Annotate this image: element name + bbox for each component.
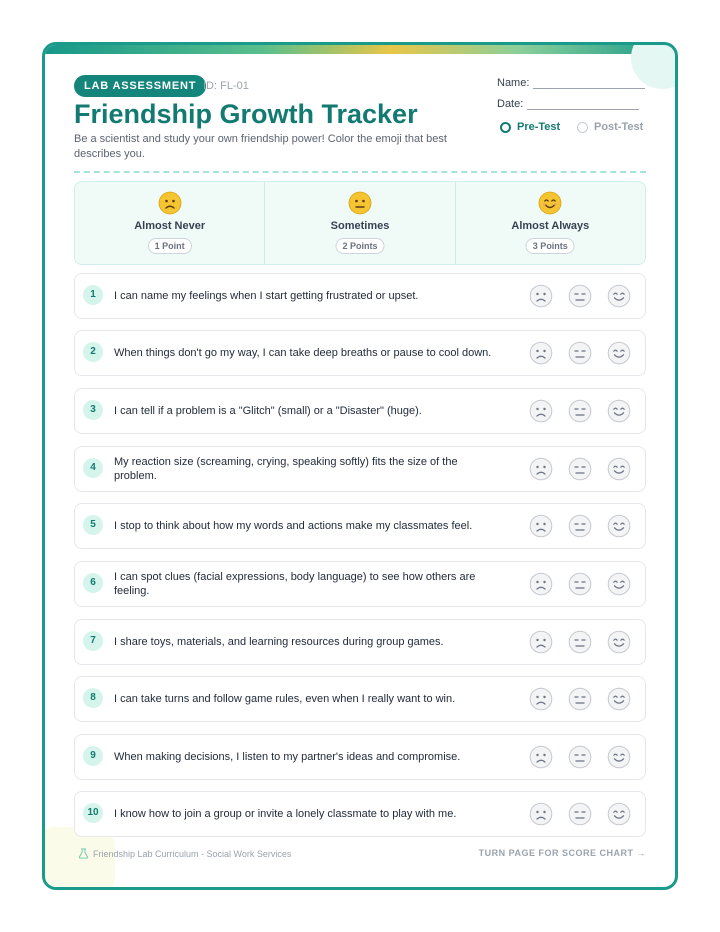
frowning-face-icon[interactable] <box>529 802 553 826</box>
question-number: 4 <box>83 458 103 478</box>
question-text: When making decisions, I listen to my partner's ideas and compromise. <box>114 751 461 763</box>
emoji-choices <box>514 399 631 423</box>
scale-almost-never <box>75 182 264 264</box>
emoji-choices <box>514 457 631 481</box>
radio-icon[interactable] <box>577 122 588 133</box>
question-text: I stop to think about how my words and actions make my classmates feel. <box>114 520 473 532</box>
neutral-face-icon[interactable] <box>568 457 592 481</box>
smiling-face-icon[interactable] <box>607 572 631 596</box>
question-number: 6 <box>83 573 103 593</box>
emoji-choices <box>514 802 631 826</box>
frowning-face-icon[interactable] <box>529 457 553 481</box>
scale-label: Almost Never <box>134 220 206 232</box>
question-row <box>74 446 646 492</box>
points-pill: 1 Point <box>148 238 192 254</box>
scale-almost-always <box>455 182 645 264</box>
question-number: 9 <box>83 746 103 766</box>
post-test-label: Post-Test <box>594 121 644 133</box>
page-subtitle: Be a scientist and study your own friendship power! Color the emoji that best describes you. <box>74 133 447 160</box>
question-text: I know how to join a group or invite a lonely classmate to play with me. <box>114 808 457 820</box>
smiling-face-icon[interactable] <box>607 284 631 308</box>
name-line[interactable] <box>533 78 645 89</box>
gradient-top-bar <box>45 45 675 54</box>
frowning-face-icon[interactable] <box>529 514 553 538</box>
question-text: I can name my feelings when I start getting frustrated or upset. <box>114 290 419 302</box>
question-row <box>74 791 646 837</box>
emoji-choices <box>514 341 631 365</box>
worksheet-card <box>42 42 678 890</box>
smiling-face-icon <box>538 191 562 215</box>
smiling-face-icon[interactable] <box>607 630 631 654</box>
question-text: When things don't go my way, I can take deep breaths or pause to cool down. <box>114 347 492 359</box>
scale-sometimes <box>264 182 454 264</box>
emoji-choices <box>514 630 631 654</box>
date-line[interactable] <box>527 99 639 110</box>
frowning-face-icon[interactable] <box>529 630 553 654</box>
post-test-option[interactable] <box>577 121 643 133</box>
question-row <box>74 619 646 665</box>
radio-icon[interactable] <box>500 122 511 133</box>
name-field[interactable] <box>497 77 645 89</box>
emoji-choices <box>514 745 631 769</box>
question-text: I can take turns and follow game rules, even when I really want to win. <box>114 693 456 705</box>
emoji-choices <box>514 284 631 308</box>
question-text: I can tell if a problem is a "Glitch" (small) or a "Disaster" (huge). <box>114 405 422 417</box>
pre-test-option[interactable] <box>500 121 560 133</box>
pre-test-label: Pre-Test <box>517 121 561 133</box>
neutral-face-icon[interactable] <box>568 341 592 365</box>
neutral-face-icon[interactable] <box>568 630 592 654</box>
frowning-face-icon <box>158 191 182 215</box>
rating-scale-legend <box>74 181 646 265</box>
question-row <box>74 330 646 376</box>
question-text: My reaction size (screaming, crying, speaking softly) fits the size of the problem. <box>114 456 458 482</box>
neutral-face-icon[interactable] <box>568 399 592 423</box>
question-number: 3 <box>83 400 103 420</box>
frowning-face-icon[interactable] <box>529 687 553 711</box>
neutral-face-icon[interactable] <box>568 745 592 769</box>
question-row <box>74 561 646 607</box>
frowning-face-icon[interactable] <box>529 341 553 365</box>
date-field[interactable] <box>497 98 639 110</box>
name-label: Name: <box>497 77 530 89</box>
neutral-face-icon[interactable] <box>568 802 592 826</box>
emoji-choices <box>514 687 631 711</box>
footer-credit <box>78 848 291 859</box>
smiling-face-icon[interactable] <box>607 457 631 481</box>
question-row <box>74 734 646 780</box>
frowning-face-icon[interactable] <box>529 284 553 308</box>
neutral-face-icon[interactable] <box>568 284 592 308</box>
neutral-face-icon <box>348 191 372 215</box>
neutral-face-icon[interactable] <box>568 514 592 538</box>
neutral-face-icon[interactable] <box>568 572 592 596</box>
question-number: 8 <box>83 688 103 708</box>
frowning-face-icon[interactable] <box>529 572 553 596</box>
page-title: Friendship Growth Tracker <box>74 99 418 129</box>
points-pill: 2 Points <box>335 238 384 254</box>
smiling-face-icon[interactable] <box>607 687 631 711</box>
scale-label: Sometimes <box>330 220 390 232</box>
frowning-face-icon[interactable] <box>529 745 553 769</box>
turn-page-hint: TURN PAGE FOR SCORE CHART → <box>478 848 646 858</box>
worksheet-id: ID: FL-01 <box>203 80 249 92</box>
emoji-choices <box>514 572 631 596</box>
question-number: 2 <box>83 342 103 362</box>
points-pill: 3 Points <box>526 238 575 254</box>
neutral-face-icon[interactable] <box>568 687 592 711</box>
question-row <box>74 388 646 434</box>
smiling-face-icon[interactable] <box>607 341 631 365</box>
question-row <box>74 273 646 319</box>
question-row <box>74 503 646 549</box>
question-number: 1 <box>83 285 103 305</box>
question-number: 5 <box>83 515 103 535</box>
emoji-choices <box>514 514 631 538</box>
dashed-divider <box>74 171 646 173</box>
date-label: Date: <box>497 98 524 110</box>
question-text: I can spot clues (facial expressions, body language) to see how others are feeling. <box>114 571 476 597</box>
smiling-face-icon[interactable] <box>607 514 631 538</box>
smiling-face-icon[interactable] <box>607 802 631 826</box>
question-text: I share toys, materials, and learning resources during group games. <box>114 636 444 648</box>
smiling-face-icon[interactable] <box>607 745 631 769</box>
smiling-face-icon[interactable] <box>607 399 631 423</box>
assessment-badge: LAB ASSESSMENT <box>74 75 206 97</box>
frowning-face-icon[interactable] <box>529 399 553 423</box>
flask-icon <box>78 848 89 859</box>
question-number: 7 <box>83 631 103 651</box>
question-row <box>74 676 646 722</box>
scale-label: Almost Always <box>511 220 590 232</box>
question-number: 10 <box>83 803 103 823</box>
footer-left-text: Friendship Lab Curriculum - Social Work Services <box>93 848 292 859</box>
